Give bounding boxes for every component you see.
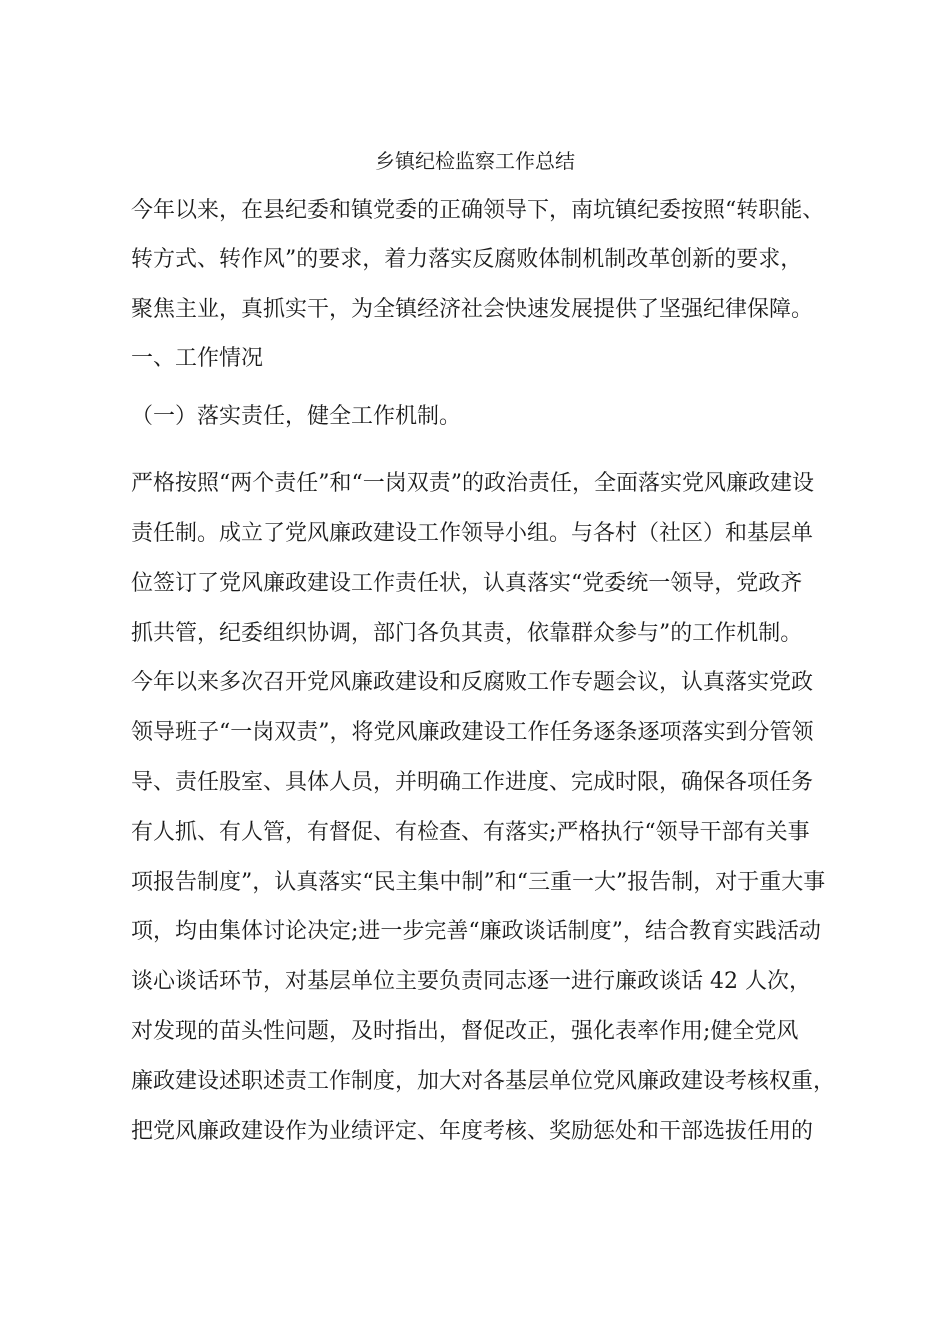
intro-line: 转方式、转作风”的要求，着力落实反腐败体制机制改革创新的要求， [131, 247, 803, 272]
section-heading: 一、工作情况 [131, 346, 264, 371]
body-line: 对发现的苗头性问题，及时指出，督促改正，强化表率作用;健全党风 [131, 1019, 799, 1044]
body-line: 责任制。成立了党风廉政建设工作领导小组。与各村（社区）和基层单 [131, 521, 814, 546]
body-line: 把党风廉政建设作为业绩评定、年度考核、奖励惩处和干部选拔任用的 [131, 1119, 814, 1144]
body-line: 抓共管，纪委组织协调，部门各负其责，依靠群众参与”的工作机制。 [131, 621, 803, 646]
body-line: 项报告制度”，认真落实“民主集中制”和“三重一大”报告制，对于重大事 [131, 870, 826, 895]
body-line: 谈心谈话环节，对基层单位主要负责同志逐一进行廉政谈话 42 人次， [131, 969, 811, 994]
body-line: 有人抓、有人管，有督促、有检查、有落实;严格执行“领导干部有关事 [131, 820, 810, 845]
body-line: 位签订了党风廉政建设工作责任状，认真落实“党委统一领导，党政齐 [131, 571, 803, 596]
body-line: 领导班子“一岗双责”，将党风廉政建设工作任务逐条逐项落实到分管领 [131, 720, 814, 745]
body-line: 项，均由集体讨论决定;进一步完善“廉政谈话制度”，结合教育实践活动 [131, 919, 821, 944]
body-line: 廉政建设述职述责工作制度，加大对各基层单位党风廉政建设考核权重， [131, 1069, 836, 1094]
body-line: 严格按照“两个责任”和“一岗双责”的政治责任，全面落实党风廉政建设 [131, 471, 814, 496]
document-title: 乡镇纪检监察工作总结 [375, 149, 575, 173]
subsection-heading: （一）落实责任，健全工作机制。 [131, 404, 462, 429]
body-line: 今年以来多次召开党风廉政建设和反腐败工作专题会议，认真落实党政 [131, 670, 814, 695]
intro-line: 聚焦主业，真抓实干，为全镇经济社会快速发展提供了坚强纪律保障。 [131, 297, 814, 322]
intro-line: 今年以来，在县纪委和镇党委的正确领导下，南坑镇纪委按照“转职能、 [131, 198, 825, 223]
body-line: 导、责任股室、具体人员，并明确工作进度、完成时限，确保各项任务 [131, 770, 814, 795]
